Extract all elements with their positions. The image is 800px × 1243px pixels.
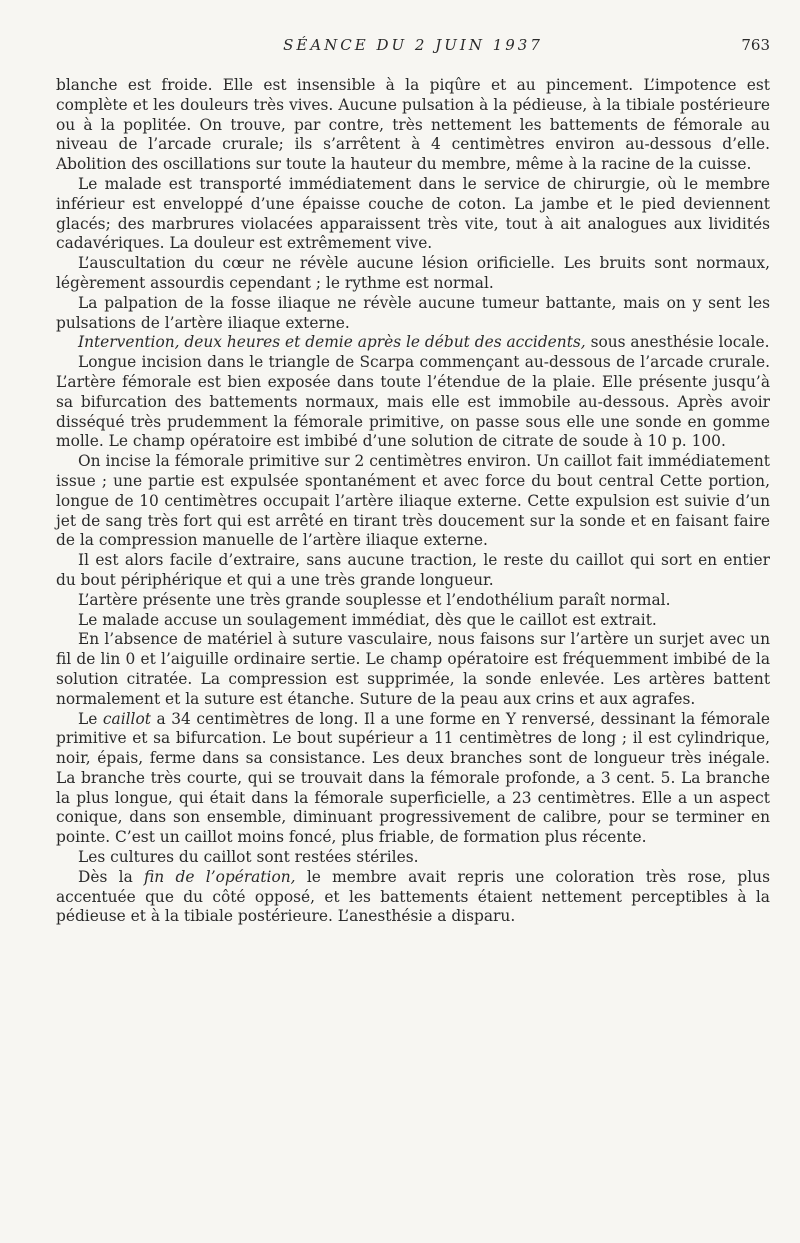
paragraph: Le caillot a 34 centimètres de long. Il a une forme en Y renversé, dessinant la fémorale primitive et sa bifurcation. Le bout supérieur a 11 centimètres de long ; il est cylindrique, noir, épais, ferme dans sa consistance. Les deux branches sont de longueur très inégale. La branche très courte, qui se trouvait dans la fémorale profonde, a 3 cent. 5. La branche la plus longue, qui était dans la fémorale superficielle, a 23 centimètres. Elle a un aspect conique, dans son ensemble, diminuant progressivement de calibre, pour se terminer en pointe. C’est un caillot moins foncé, plus friable, de formation plus récente.	[56, 709, 770, 847]
paragraph: Le malade est transporté immédiatement dans le service de chirurgie, où le membre inférieur est enveloppé d’une épaisse couche de coton. La jambe et le pied deviennent glacés; des marbrures violacées apparaissent très vite, tout à ait analogues aux lividités cadavériques. La douleur est extrêmement vive.	[56, 174, 770, 253]
running-title: SÉANCE DU 2 JUIN 1937	[283, 36, 543, 54]
paragraph: Dès la fin de l’opération, le membre avait repris une coloration très rose, plus accentuée que du côté opposé, et les battements étaient nettement perceptibles à la pédieuse et à la tibiale postérieure. L’anesthésie a disparu.	[56, 867, 770, 926]
paragraph: La palpation de la fosse iliaque ne révèle aucune tumeur battante, mais on y sent les pulsations de l’artère iliaque externe.	[56, 293, 770, 332]
paragraph: Les cultures du caillot sont restées stériles.	[78, 848, 419, 867]
paragraph: Intervention, deux heures et demie après le début des accidents, sous anesthésie locale.	[78, 333, 770, 352]
page-number: 763	[741, 36, 770, 54]
body-text	[56, 76, 770, 927]
paragraph: blanche est froide. Elle est insensible à la piqûre et au pincement. L’impotence est complète et les douleurs très vives. Aucune pulsation à la pédieuse, à la tibiale postérieure ou à la poplitée. On trouve, par contre, très nettement les battements de fémorale au niveau de l’arcade crurale; ils s’arrêtent à 4 centimètres environ au-dessous d’elle. Abolition des oscillations sur toute la hauteur du membre, même à la racine de la cuisse.	[56, 76, 770, 174]
paragraph: On incise la fémorale primitive sur 2 centimètres environ. Un caillot fait immédiatement issue ; une partie est expulsée spontanément et avec force du bout central Cette portion, longue de 10 centimètres occupait l’artère iliaque externe. Cette expulsion est suivie d’un jet de sang très fort qui est arrêté en tirant très doucement sur la sonde et en faisant faire de la compression manuelle de l’artère iliaque externe.	[56, 452, 770, 550]
paragraph: En l’absence de matériel à suture vasculaire, nous faisons sur l’artère un surjet avec un fil de lin 0 et l’aiguille ordinaire sertie. Le champ opératoire est fréquemment imbibé de la solution citratée. La compression est supprimée, la sonde enlevée. Les artères battent normalement et la suture est étanche. Suture de la peau aux crins et aux agrafes.	[56, 630, 770, 708]
paragraph: L’auscultation du cœur ne révèle aucune lésion orificielle. Les bruits sont normaux, légèrement assourdis cependant ; le rythme est normal.	[56, 254, 770, 292]
paragraph: Le malade accuse un soulagement immédiat, dès que le caillot est extrait.	[78, 610, 657, 629]
italic-lead: caillot	[102, 709, 151, 728]
italic-lead: Intervention, deux heures et demie après le début des accidents,	[78, 333, 586, 352]
paragraph: Il est alors facile d’extraire, sans aucune traction, le reste du caillot qui sort en entier du bout périphérique et qui a une très grande longueur.	[56, 551, 770, 589]
italic-lead: fin de l’opération,	[144, 867, 296, 886]
page-header	[56, 36, 770, 66]
paragraph: L’artère présente une très grande souplesse et l’endothélium paraît normal.	[78, 590, 671, 609]
paragraph: Longue incision dans le triangle de Scarpa commençant au-dessous de l’arcade crurale. L’artère fémorale est bien exposée dans toute l’étendue de la plaie. Elle présente jusqu’à sa bifurcation des battements normaux, mais elle est immobile au-dessous. Après avoir disséqué très prudemment la fémorale primitive, on passe sous elle une sonde en gomme molle. Le champ opératoire est imbibé d’une solution de citrate de soude à 10 p. 100.	[56, 353, 770, 451]
